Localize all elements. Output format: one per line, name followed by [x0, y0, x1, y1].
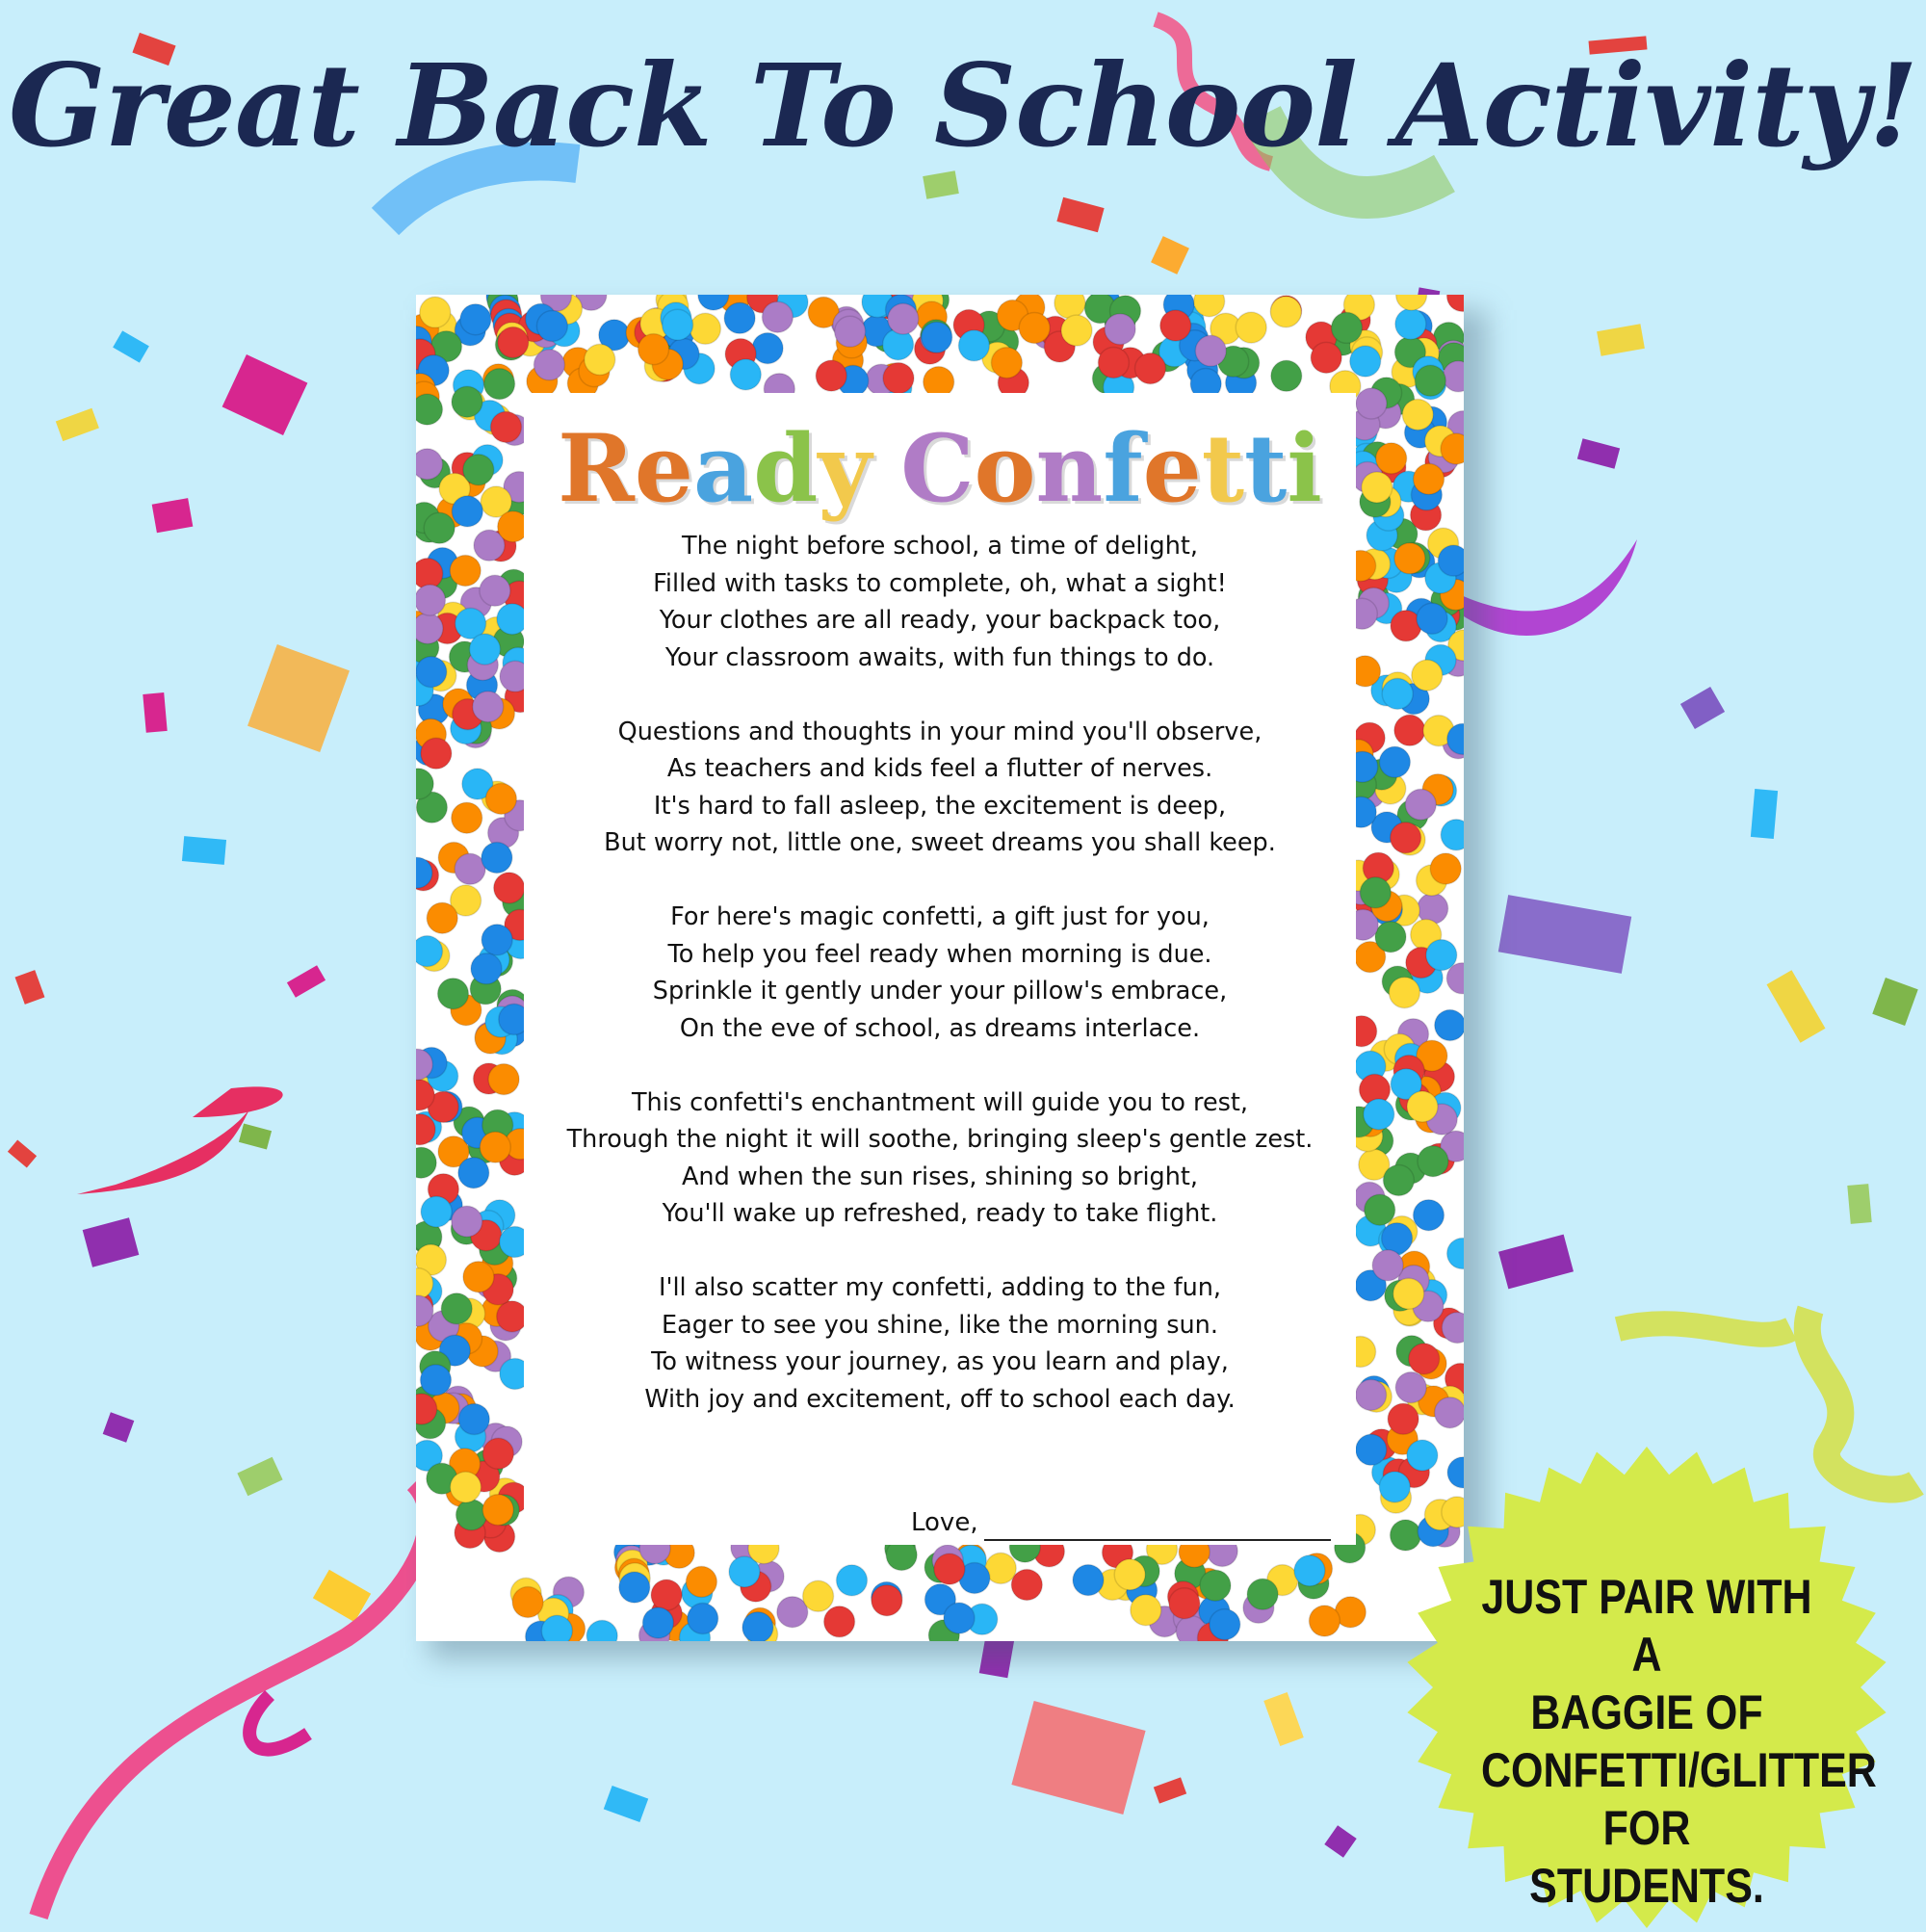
confetti-dot: [803, 1580, 834, 1611]
confetti-dot: [1200, 1570, 1231, 1601]
confetti-dot: [473, 692, 504, 722]
confetti-dot: [421, 1196, 452, 1227]
confetti-dot: [1388, 1403, 1418, 1434]
title-letter: C: [900, 414, 975, 523]
confetti-dot: [1011, 1570, 1042, 1601]
confetti-dot: [1131, 1595, 1161, 1626]
confetti-dot: [463, 1262, 494, 1292]
poem-line: Sprinkle it gently under your pillow's embrace,: [652, 977, 1228, 1005]
confetti-dot: [1073, 1565, 1104, 1596]
confetti-dot: [824, 1606, 855, 1637]
poem-line: On the eve of school, as dreams interlace.: [679, 1013, 1201, 1043]
confetti-dot: [458, 1158, 489, 1188]
confetti-dot: [742, 1612, 773, 1641]
poem-body: [543, 528, 1337, 1455]
confetti-dot: [1362, 472, 1392, 503]
title-letter: t: [1201, 414, 1245, 523]
title-letter: e: [1142, 414, 1202, 523]
confetti-dot: [1372, 1250, 1403, 1281]
confetti-dot: [1407, 1091, 1438, 1122]
confetti-dot: [416, 657, 447, 688]
confetti-dot: [1195, 335, 1226, 366]
starburst-badge: [1402, 1443, 1891, 1932]
poem-stanza: [543, 528, 1337, 676]
poem-line: To witness your journey, as you learn and play,: [651, 1347, 1229, 1376]
confetti-dot: [872, 1585, 902, 1616]
confetti-dot: [441, 1293, 472, 1324]
confetti-dot: [1409, 1344, 1440, 1374]
confetti-dot: [482, 925, 512, 955]
confetti-dot: [586, 1620, 617, 1641]
title-letter: [872, 414, 900, 523]
confetti-dot: [991, 348, 1022, 379]
confetti-dot: [1414, 1200, 1444, 1231]
confetti-dot: [1412, 660, 1443, 691]
confetti-dot: [424, 512, 455, 543]
confetti-dot: [1365, 1194, 1395, 1225]
confetti-dot: [1114, 1559, 1145, 1590]
confetti-dot: [1391, 822, 1421, 853]
confetti-dot: [450, 556, 481, 587]
confetti-dot: [1414, 463, 1444, 494]
headline: Great Back To School Activity!: [8, 39, 1918, 172]
confetti-dot: [416, 1147, 436, 1178]
confetti-dot: [1430, 853, 1461, 884]
confetti-dot: [690, 313, 720, 344]
confetti-dot: [541, 1615, 572, 1641]
poem-line: The night before school, a time of delight,: [682, 532, 1198, 561]
confetti-dot: [651, 1580, 682, 1610]
confetti-dot: [1356, 1379, 1387, 1410]
confetti-dot: [484, 369, 515, 400]
confetti-dot: [1169, 1588, 1200, 1619]
confetti-dot: [482, 1438, 513, 1469]
confetti-dot: [494, 873, 525, 903]
title-letter: i: [1287, 414, 1322, 523]
poem-line: To help you feel ready when morning is due.: [667, 939, 1212, 969]
badge-line: BAGGIE OF: [1530, 1685, 1763, 1739]
confetti-dot: [585, 344, 615, 375]
poem-line: And when the sun rises, shining so bright,: [681, 1162, 1198, 1191]
confetti-dot: [421, 1365, 452, 1396]
confetti-dot: [452, 386, 482, 417]
confetti-dot: [1405, 789, 1436, 820]
poem-line: This confetti's enchantment will guide you to rest,: [631, 1087, 1249, 1117]
confetti-dot: [458, 1404, 489, 1435]
confetti-dot: [1364, 1099, 1394, 1130]
confetti-dot: [1098, 348, 1129, 379]
confetti-dot: [420, 297, 451, 327]
confetti-dot: [1394, 543, 1425, 574]
confetti-dot: [421, 738, 452, 769]
poem-stanza: [543, 899, 1337, 1047]
confetti-dot: [619, 1572, 650, 1603]
confetti-dot: [1135, 353, 1166, 384]
confetti-dot: [498, 327, 529, 358]
confetti-dot: [463, 455, 494, 485]
confetti-dot: [512, 1587, 543, 1618]
badge-line: JUST PAIR WITH A: [1481, 1570, 1812, 1682]
confetti-dot: [1236, 312, 1266, 343]
title-letter: R: [558, 414, 635, 523]
confetti-dot: [1383, 1165, 1414, 1196]
confetti-dot: [1438, 545, 1464, 576]
poem-line: As teachers and kids feel a flutter of nerves.: [666, 754, 1213, 783]
confetti-dot: [1417, 603, 1447, 634]
poem-line: Filled with tasks to complete, oh, what a sight!: [653, 568, 1227, 598]
document-title: [524, 414, 1356, 523]
confetti-dot: [752, 333, 783, 364]
confetti-dot: [1402, 400, 1433, 431]
confetti-dot: [1382, 678, 1413, 709]
confetti-dot: [944, 1603, 975, 1633]
title-letter: o: [974, 414, 1036, 523]
poem-line: It's hard to fall asleep, the excitement is deep,: [653, 791, 1227, 821]
confetti-dot: [1356, 388, 1387, 419]
title-letter: e: [634, 414, 693, 523]
confetti-dot: [1105, 314, 1135, 345]
confetti-dot: [1447, 295, 1465, 311]
confetti-dot: [1271, 360, 1302, 391]
confetti-dot: [1435, 1010, 1464, 1041]
confetti-dot: [438, 979, 469, 1009]
confetti-dot: [934, 1553, 965, 1584]
confetti-dot: [482, 1495, 513, 1526]
confetti-dot: [452, 1206, 482, 1237]
confetti-dot: [491, 411, 522, 442]
confetti-dot: [686, 1566, 716, 1597]
confetti-dot: [416, 394, 443, 425]
confetti-dot: [1395, 308, 1426, 339]
signature-line: [984, 1539, 1331, 1541]
confetti-dot: [1210, 1609, 1240, 1640]
confetti-dot: [1270, 297, 1301, 327]
confetti-dot: [451, 1472, 482, 1502]
confetti-dot: [416, 936, 443, 967]
confetti-dot: [485, 783, 516, 814]
title-letter: n: [1035, 414, 1104, 523]
confetti-dot: [1415, 365, 1445, 396]
poem-line: Your classroom awaits, with fun things to do.: [664, 642, 1215, 672]
confetti-dot: [642, 1607, 673, 1638]
poem-panel: [524, 393, 1356, 1545]
poem-line: Your clothes are all ready, your backpack too,: [659, 606, 1221, 635]
confetti-dot: [883, 363, 914, 394]
confetti-dot: [1379, 746, 1410, 777]
confetti-dot: [730, 359, 761, 390]
title-letter: d: [753, 414, 819, 523]
confetti-dot: [1382, 1223, 1413, 1254]
poem-line: Questions and thoughts in your mind you'll observe,: [617, 717, 1262, 746]
confetti-dot: [922, 322, 952, 352]
badge-text: [1481, 1568, 1877, 1915]
confetti-dot: [1435, 1397, 1464, 1428]
poem-line: You'll wake up refreshed, ready to take flight.: [662, 1199, 1218, 1228]
confetti-dot: [1447, 1239, 1464, 1269]
confetti-dot: [488, 1064, 519, 1095]
confetti-dot: [1294, 1555, 1325, 1586]
confetti-dot: [1061, 315, 1092, 346]
poem-line: With joy and excitement, off to school each day.: [644, 1384, 1236, 1414]
confetti-dot: [762, 301, 793, 332]
confetti-dot: [1441, 820, 1464, 850]
poem-line: Through the night it will soothe, bringing sleep's gentle zest.: [566, 1125, 1314, 1154]
poem-line: Eager to see you shine, like the morning sun.: [662, 1310, 1218, 1340]
confetti-dot: [452, 496, 482, 527]
confetti-dot: [1393, 1278, 1424, 1309]
poem-line: But worry not, little one, sweet dreams you shall keep.: [604, 828, 1276, 857]
confetti-dot: [1441, 433, 1464, 464]
confetti-dot: [638, 334, 669, 365]
title-letter: t: [1244, 414, 1288, 523]
confetti-dot: [837, 1565, 868, 1596]
poem-stanza: [543, 1084, 1337, 1233]
confetti-dot: [835, 316, 866, 347]
poem-line: For here's magic confetti, a gift just for you,: [670, 902, 1210, 931]
confetti-dot: [534, 350, 564, 380]
confetti-dot: [480, 1132, 510, 1162]
confetti-dot: [888, 303, 919, 334]
confetti-dot: [416, 614, 443, 644]
poem-stanza: [543, 1269, 1337, 1418]
confetti-dot: [1389, 978, 1419, 1008]
confetti-dot: [1394, 715, 1425, 745]
confetti-dot: [416, 449, 443, 480]
confetti-dot: [1019, 313, 1050, 344]
title-letter: f: [1103, 414, 1143, 523]
poem-line: I'll also scatter my confetti, adding to the fun,: [658, 1273, 1222, 1302]
confetti-dot: [452, 802, 482, 833]
confetti-dot: [460, 304, 491, 335]
confetti-dot: [427, 902, 457, 933]
confetti-dot: [1332, 312, 1363, 343]
confetti-dot: [1395, 1372, 1426, 1403]
confetti-dot: [816, 360, 846, 391]
confetti-dot: [1309, 1606, 1340, 1636]
confetti-dot: [536, 311, 567, 342]
confetti-dot: [1311, 342, 1341, 373]
confetti-dot: [1418, 1146, 1448, 1177]
badge-line: FOR STUDENTS.: [1529, 1801, 1764, 1913]
confetti-dot: [958, 330, 989, 361]
confetti-dot: [480, 575, 510, 606]
confetti-dot: [1375, 922, 1406, 953]
confetti-dot: [1247, 1579, 1278, 1609]
confetti-dot: [724, 302, 755, 333]
title-letter: a: [692, 414, 754, 523]
confetti-dot: [470, 634, 501, 665]
confetti-dot: [456, 1500, 487, 1530]
confetti-dot: [1350, 346, 1381, 377]
confetti-dot: [1396, 295, 1427, 310]
confetti-dot: [471, 953, 502, 984]
badge-line: CONFETTI/GLITTER: [1481, 1743, 1877, 1797]
confetti-dot: [1360, 877, 1391, 908]
confetti-dot: [688, 1604, 718, 1634]
title-letter: y: [818, 414, 872, 523]
confetti-dot: [1376, 443, 1407, 474]
confetti-dot: [663, 309, 693, 340]
confetti-dot: [497, 1301, 528, 1332]
poem-sheet: [416, 295, 1464, 1641]
confetti-dot: [482, 843, 512, 874]
confetti-dot: [1160, 310, 1191, 341]
confetti-dot: [1356, 1434, 1387, 1465]
signoff-label: Love,: [911, 1508, 978, 1537]
poem-stanza: [543, 714, 1337, 862]
confetti-dot: [416, 585, 446, 615]
